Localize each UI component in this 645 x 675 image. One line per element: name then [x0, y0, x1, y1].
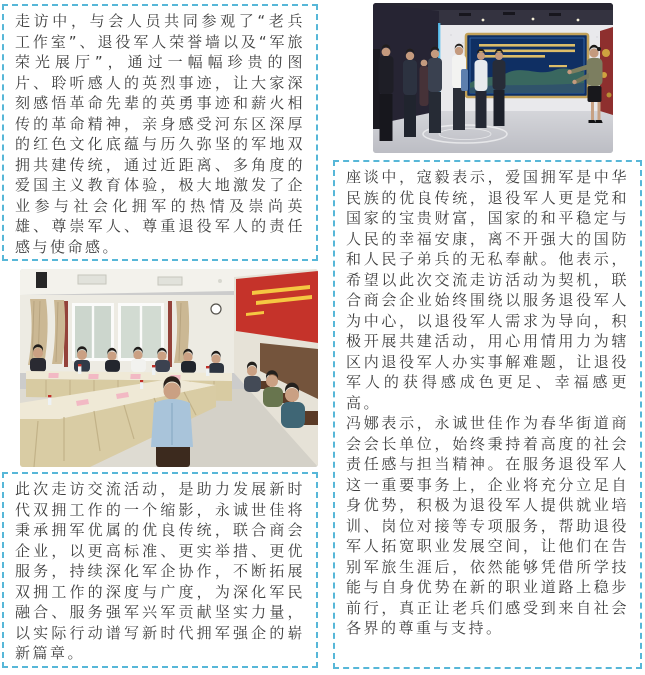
talk-paragraph-2: 冯娜表示，永诚世佳作为春华街道商会会长单位，始终秉持着高度的社会责任感与担当精神。在服务退役军人这一重要事务上，企业将充分立足自身优势，积极为退役军人提供就业培训、岗位对接等专项服务，帮助退役军人拓宽职业发展空间，让他们在告别军旅生涯后，依然能够凭借所学技能与自身优势在新的职业道路上稳步前行，真正让老兵们感受到来自社会各界的尊重与支持。 — [346, 414, 629, 637]
meeting-projection-screen — [236, 271, 318, 343]
visit-paragraph-text: 走访中，与会人员共同参观了“老兵工作室”、退役军人荣誉墙以及“军旅荣光展厅”，通过一幅幅珍贵的图片、聆听感人的英烈事迹，让大家深刻感悟革命先辈的英勇事迹和薪火相传的革命精神，亲身感受河东区深厚的红色文化底蕴与历久弥坚的军地双拥共建传统，通过近距离、多角度的爱国主义教育体验，极大地激发了企业参与社会化拥军的热情及崇尚英雄、尊崇军人、尊重退役军人的责任感与使命感。 — [15, 12, 305, 256]
wall-clock — [211, 304, 221, 314]
exhibition-hall-photo — [373, 3, 613, 153]
summary-paragraph-text: 此次走访交流活动，是助力发展新时代双拥工作的一个缩影，永诚世佳将秉承拥军优属的优良传统，联合商会企业，以更高标准、更实举措、更优服务，持续深化军企协作，不断拓展双拥工作的深度与广度，为深化军民融合、服务强军兴军贡献坚实力量，以实际行动谱写新时代拥军强企的崭新篇章。 — [15, 480, 305, 662]
meeting-room-photo — [20, 269, 318, 467]
visit-paragraph-box — [2, 4, 318, 261]
summary-paragraph-box — [2, 472, 318, 668]
talk-paragraph-box — [333, 160, 642, 669]
talk-paragraph-1: 座谈中，寇毅表示，爱国拥军是中华民族的优良传统，退役军人更是党和国家的宝贵财富，国家的和平稳定与人民的幸福安康，离不开强大的国防和人民子弟兵的无私奉献。他表示，希望以此次交流走访活动为契机，联合商会企业始终围绕以服务退役军人为中心，以退役军人需求为导向，积极开展共建活动，用心用情用力为辖区内退役军人办实事解难题，让退役军人的获得感成色更足、幸福感更高。 — [346, 168, 629, 412]
speaker-box — [36, 272, 47, 288]
